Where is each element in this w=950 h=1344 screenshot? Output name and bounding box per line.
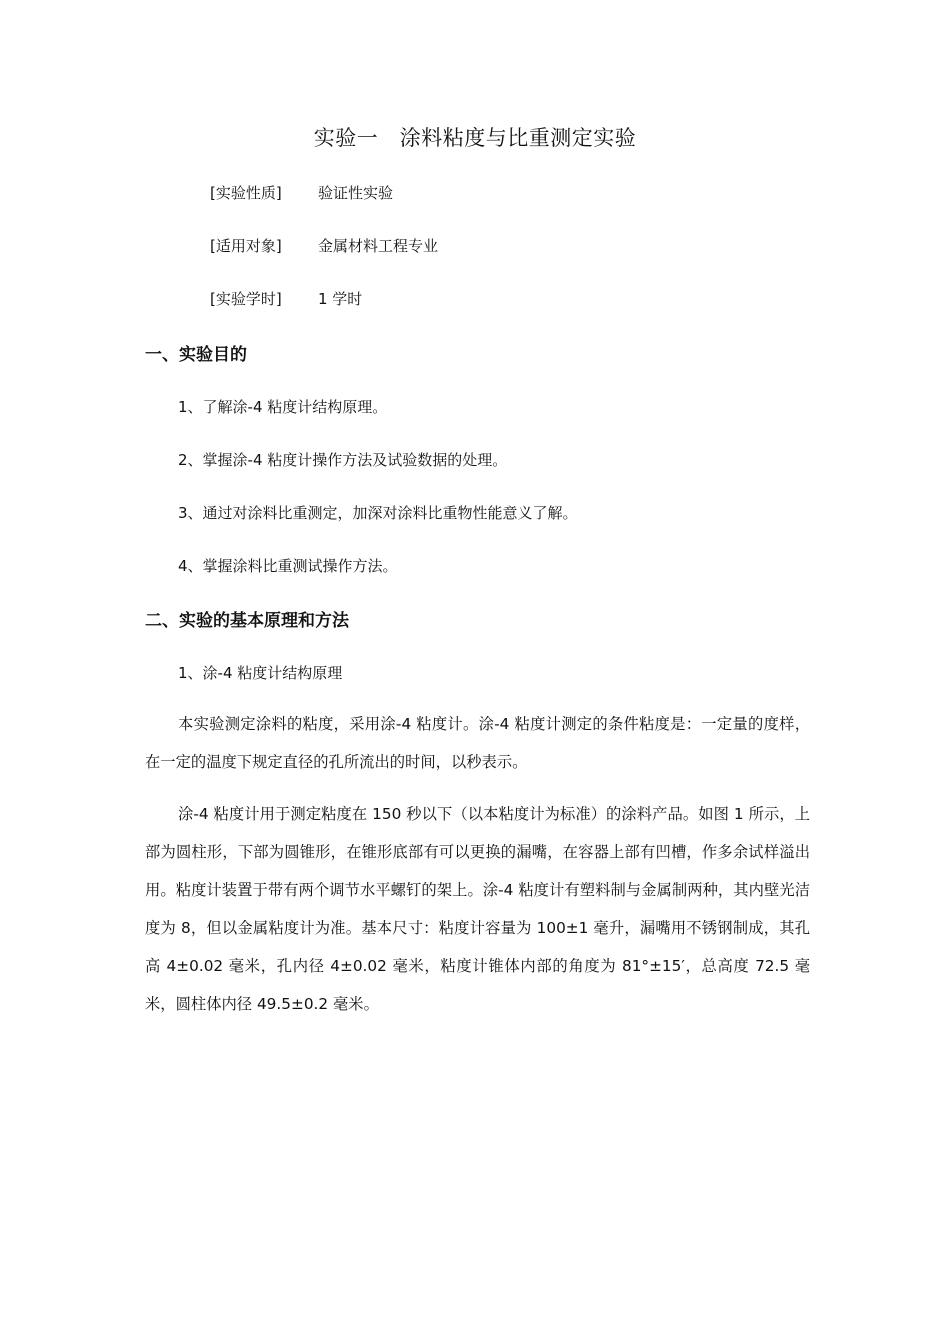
meta-key: [适用对象] — [210, 237, 282, 255]
list-item: 2、掌握涂-4 粘度计操作方法及试验数据的处理。 — [178, 451, 508, 469]
list-item: 4、掌握涂料比重测试操作方法。 — [178, 557, 398, 575]
paragraph: 涂-4 粘度计用于测定粘度在 150 秒以下（以本粘度计为标准）的涂料产品。如图 1 所示，上部为圆柱形，下部为圆锥形，在锥形底部有可以更换的漏嘴，在容器上部有凹槽，作多余试样溢出用。粘度计装置于带有两个调节水平螺钉的架上。涂-4 粘度计有塑料制与金属制两种，其内壁光洁度为 8，但以金属粘度计为准。基本尺寸：粘度计容量为 100±1 毫升，漏嘴用不锈钢制成，其孔高 4±0.02 毫米，孔内径 4±0.02 毫米，粘度计锥体内部的角度为 81°±15′，总高度 72.5 毫米，圆柱体内径 49.5±0.2 毫米。 — [145, 805, 810, 1013]
list-item: 1、了解涂-4 粘度计结构原理。 — [178, 398, 388, 416]
meta-row-audience — [210, 235, 438, 256]
meta-row-hours — [210, 288, 362, 309]
meta-value: 验证性实验 — [318, 184, 394, 202]
meta-key: [实验性质] — [210, 184, 282, 202]
meta-value: 金属材料工程专业 — [318, 237, 439, 255]
meta-key: [实验学时] — [210, 290, 282, 308]
paragraph: 本实验测定涂料的粘度，采用涂-4 粘度计。涂-4 粘度计测定的条件粘度是：一定量的度样，在一定的温度下规定直径的孔所流出的时间，以秒表示。 — [145, 715, 810, 771]
meta-value: 1 学时 — [318, 290, 363, 308]
subheading: 1、涂-4 粘度计结构原理 — [178, 664, 343, 682]
section-heading-principle: 二、实验的基本原理和方法 — [145, 611, 349, 631]
section-heading-purpose: 一、实验目的 — [145, 345, 247, 365]
document-title: 实验一 涂料粘度与比重测定实验 — [313, 126, 637, 150]
meta-row-nature — [210, 182, 393, 203]
list-item: 3、通过对涂料比重测定，加深对涂料比重物性能意义了解。 — [178, 504, 578, 522]
